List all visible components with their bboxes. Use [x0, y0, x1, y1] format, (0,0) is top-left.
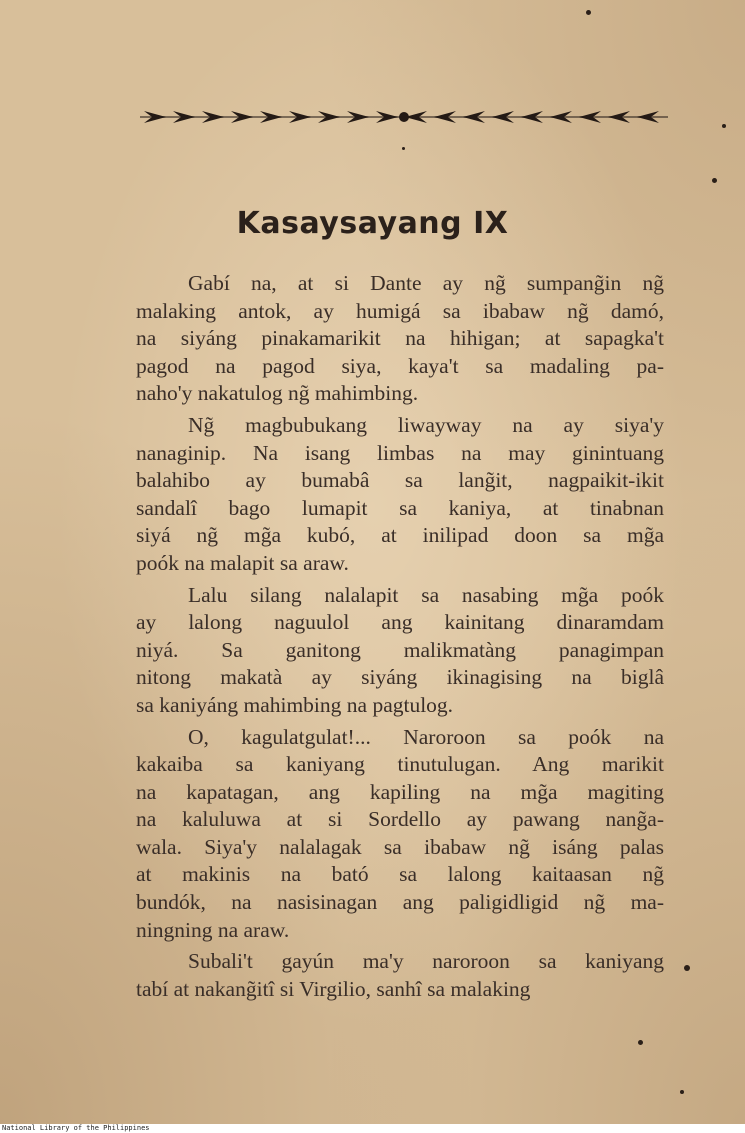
text-line: bundók, na nasisinagan ang paligidligid ng̃ ma- — [136, 890, 664, 915]
text-line: O, kagulatgulat!... Naroroon sa poók na — [188, 724, 664, 749]
ink-speck — [712, 178, 717, 183]
ornament-center — [399, 112, 409, 122]
text-line: sa kaniyáng mahimbing na pagtulog. — [136, 692, 454, 717]
text-line: na kaluluwa at si Sordello ay pawang nang̃a- — [136, 807, 664, 832]
text-line: siyá ng̃ mg̃a kubó, at inilipad doon sa mg̃a — [136, 523, 664, 548]
ink-speck — [684, 965, 690, 971]
paragraph — [136, 724, 664, 945]
footer-bar — [0, 1124, 745, 1133]
ink-speck — [680, 1090, 684, 1094]
text-line: poók na malapit sa araw. — [136, 550, 349, 575]
paragraph — [136, 270, 664, 408]
text-line: na kapatagan, ang kapiling na mg̃a magiting — [136, 779, 664, 804]
text-line: Gabí na, at si Dante ay ng̃ sumpang̃in ng̃ — [188, 271, 664, 295]
text-line: ay lalong naguulol ang kainitang dinaramdam — [136, 610, 664, 635]
text-line: pagod na pagod siya, kaya't sa madaling pa- — [136, 353, 664, 378]
text-line: Lalu silang nalalapit sa nasabing mg̃a poók — [188, 582, 664, 607]
paragraph — [136, 412, 664, 578]
library-credit: National Library of the Philippines — [2, 1124, 150, 1132]
paragraph — [136, 582, 664, 720]
text-line: naho'y nakatulog ng̃ mahimbing. — [136, 381, 419, 406]
chapter-title: Kasaysayang IX — [236, 206, 509, 241]
text-line: na siyáng pinakamarikit na hihigan; at sapagka't — [136, 326, 664, 351]
decorative-border — [140, 106, 668, 128]
text-line: at makinis na bató sa lalong kaitaasan ng̃ — [136, 862, 664, 887]
ink-speck — [586, 10, 591, 15]
text-line: ningning na araw. — [136, 917, 290, 942]
text-line: balahibo ay bumabâ sa lang̃it, nagpaikit-ikit — [136, 468, 664, 493]
text-line: kakaiba sa kaniyang tinutulugan. Ang marikit — [136, 752, 664, 777]
ink-speck — [722, 124, 726, 128]
text-line: niyá. Sa ganitong malikmatàng panagimpan — [136, 637, 664, 662]
paragraph — [136, 948, 664, 1003]
chapter-text — [136, 270, 664, 1007]
text-line: malaking antok, ay humigá sa ibabaw ng̃ damó, — [136, 298, 664, 323]
ink-speck — [638, 1040, 643, 1045]
text-line: tabí at nakang̃itî si Virgilio, sanhî sa malaking — [136, 976, 531, 1001]
text-line: Subali't gayún ma'y naroroon sa kaniyang — [188, 949, 664, 974]
text-line: nitong makatà ay siyáng ikinagising na biglâ — [136, 665, 664, 690]
text-line: wala. Siya'y nalalagak sa ibabaw ng̃ isáng palas — [136, 834, 664, 859]
ink-speck — [402, 147, 405, 150]
text-line: nanaginip. Na isang limbas na may ginintuang — [136, 440, 664, 465]
text-line: Ng̃ magbubukang liwayway na ay siya'y — [188, 412, 664, 437]
text-line: sandalî bago lumapit sa kaniya, at tinabnan — [136, 495, 664, 520]
